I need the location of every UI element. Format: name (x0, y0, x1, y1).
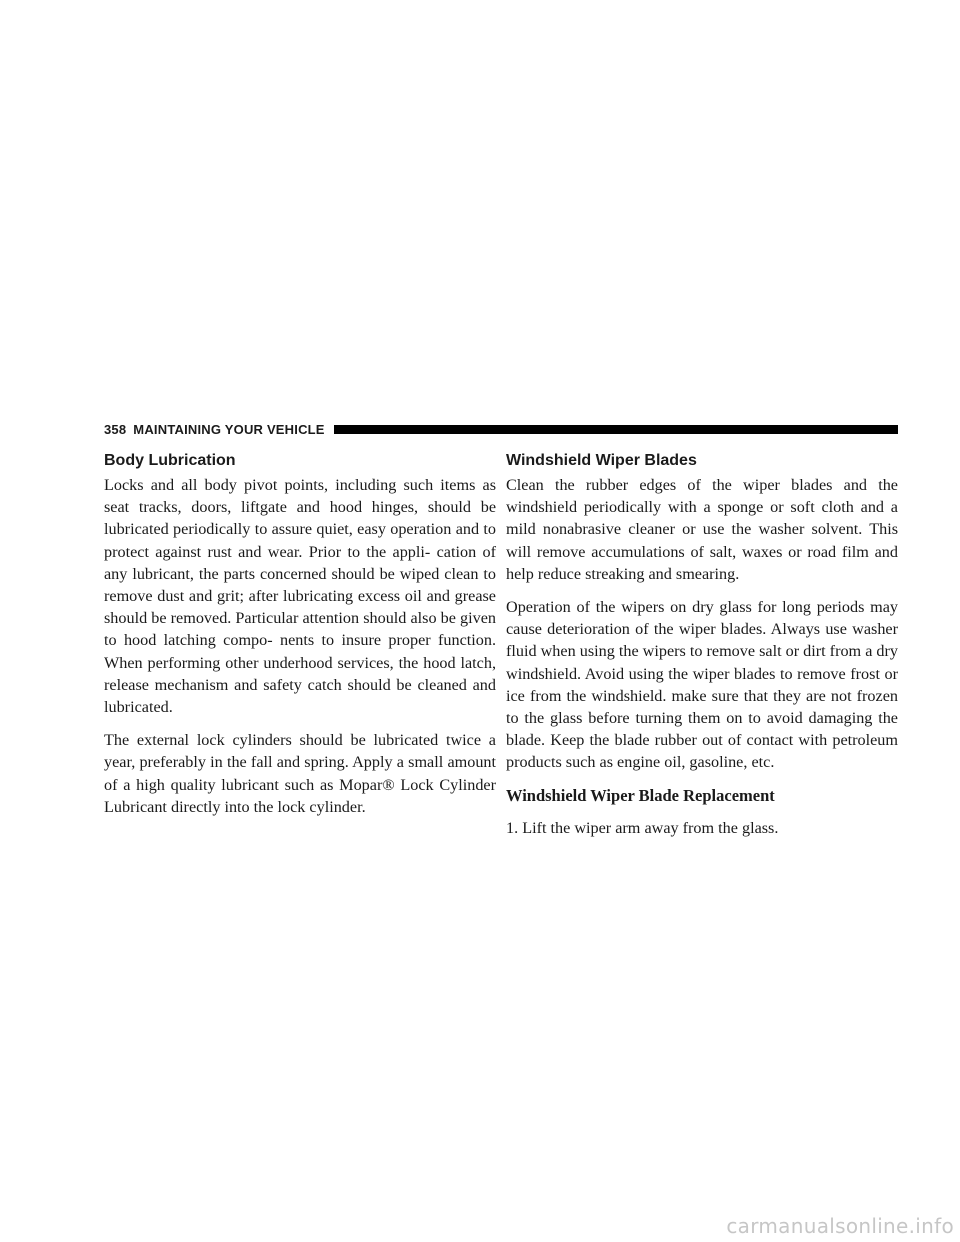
right-column (506, 450, 898, 850)
left-column (104, 450, 496, 829)
paragraph-lubrication-points: Locks and all body pivot points, including such items as seat tracks, doors, liftgate and hood hinges, should be lubricated periodically to assure quiet, easy operation and to protect against rust and wear. Prior to the appli- cation of any lubricant, the parts concerned should be wiped clean to remove dust and grit; after lubricating excess oil and grease should be removed. Particular attention should also be given to hood latching compo- nents to insure proper function. When performing other underhood services, the hood latch, release mechanism and safety catch should be cleaned and lubricated. (104, 476, 496, 717)
watermark: carmanualsonline.info (726, 1214, 954, 1238)
page-number: 358 (104, 421, 127, 437)
heading-body-lubrication: Body Lubrication (104, 452, 236, 469)
section-title: MAINTAINING YOUR VEHICLE (133, 421, 325, 437)
subheading-blade-replacement: Windshield Wiper Blade Replacement (506, 785, 775, 805)
header-rule (334, 425, 898, 434)
paragraph-cleaning-blades: Clean the rubber edges of the wiper blades and the windshield periodically with a sponge or soft cloth and a mild nonabrasive cleaner or use the washer solvent. This will remove accumulations of salt, waxes or road film and help reduce streaking and smearing. (506, 476, 898, 583)
page-header (104, 420, 898, 438)
step-1: 1. Lift the wiper arm away from the glass. (506, 818, 779, 837)
heading-windshield-wiper-blades: Windshield Wiper Blades (506, 452, 697, 469)
paragraph-lock-cylinders: The external lock cylinders should be lubricated twice a year, preferably in the fall and spring. Apply a small amount of a high quality lubricant such as Mopar® Lock Cylinder Lubricant directly into the lock cylinder. (104, 731, 496, 816)
paragraph-dry-glass-operation: Operation of the wipers on dry glass for long periods may cause deterioration of the wiper blades. Always use washer fluid when using the wipers to remove salt or dirt from a dry windshield. Avoid using the wiper blades to remove frost or ice from the windshield. make sure that they are not frozen to the glass before turning them on to avoid damaging the blade. Keep the blade rubber out of contact with petroleum products such as engine oil, gasoline, etc. (506, 598, 899, 772)
